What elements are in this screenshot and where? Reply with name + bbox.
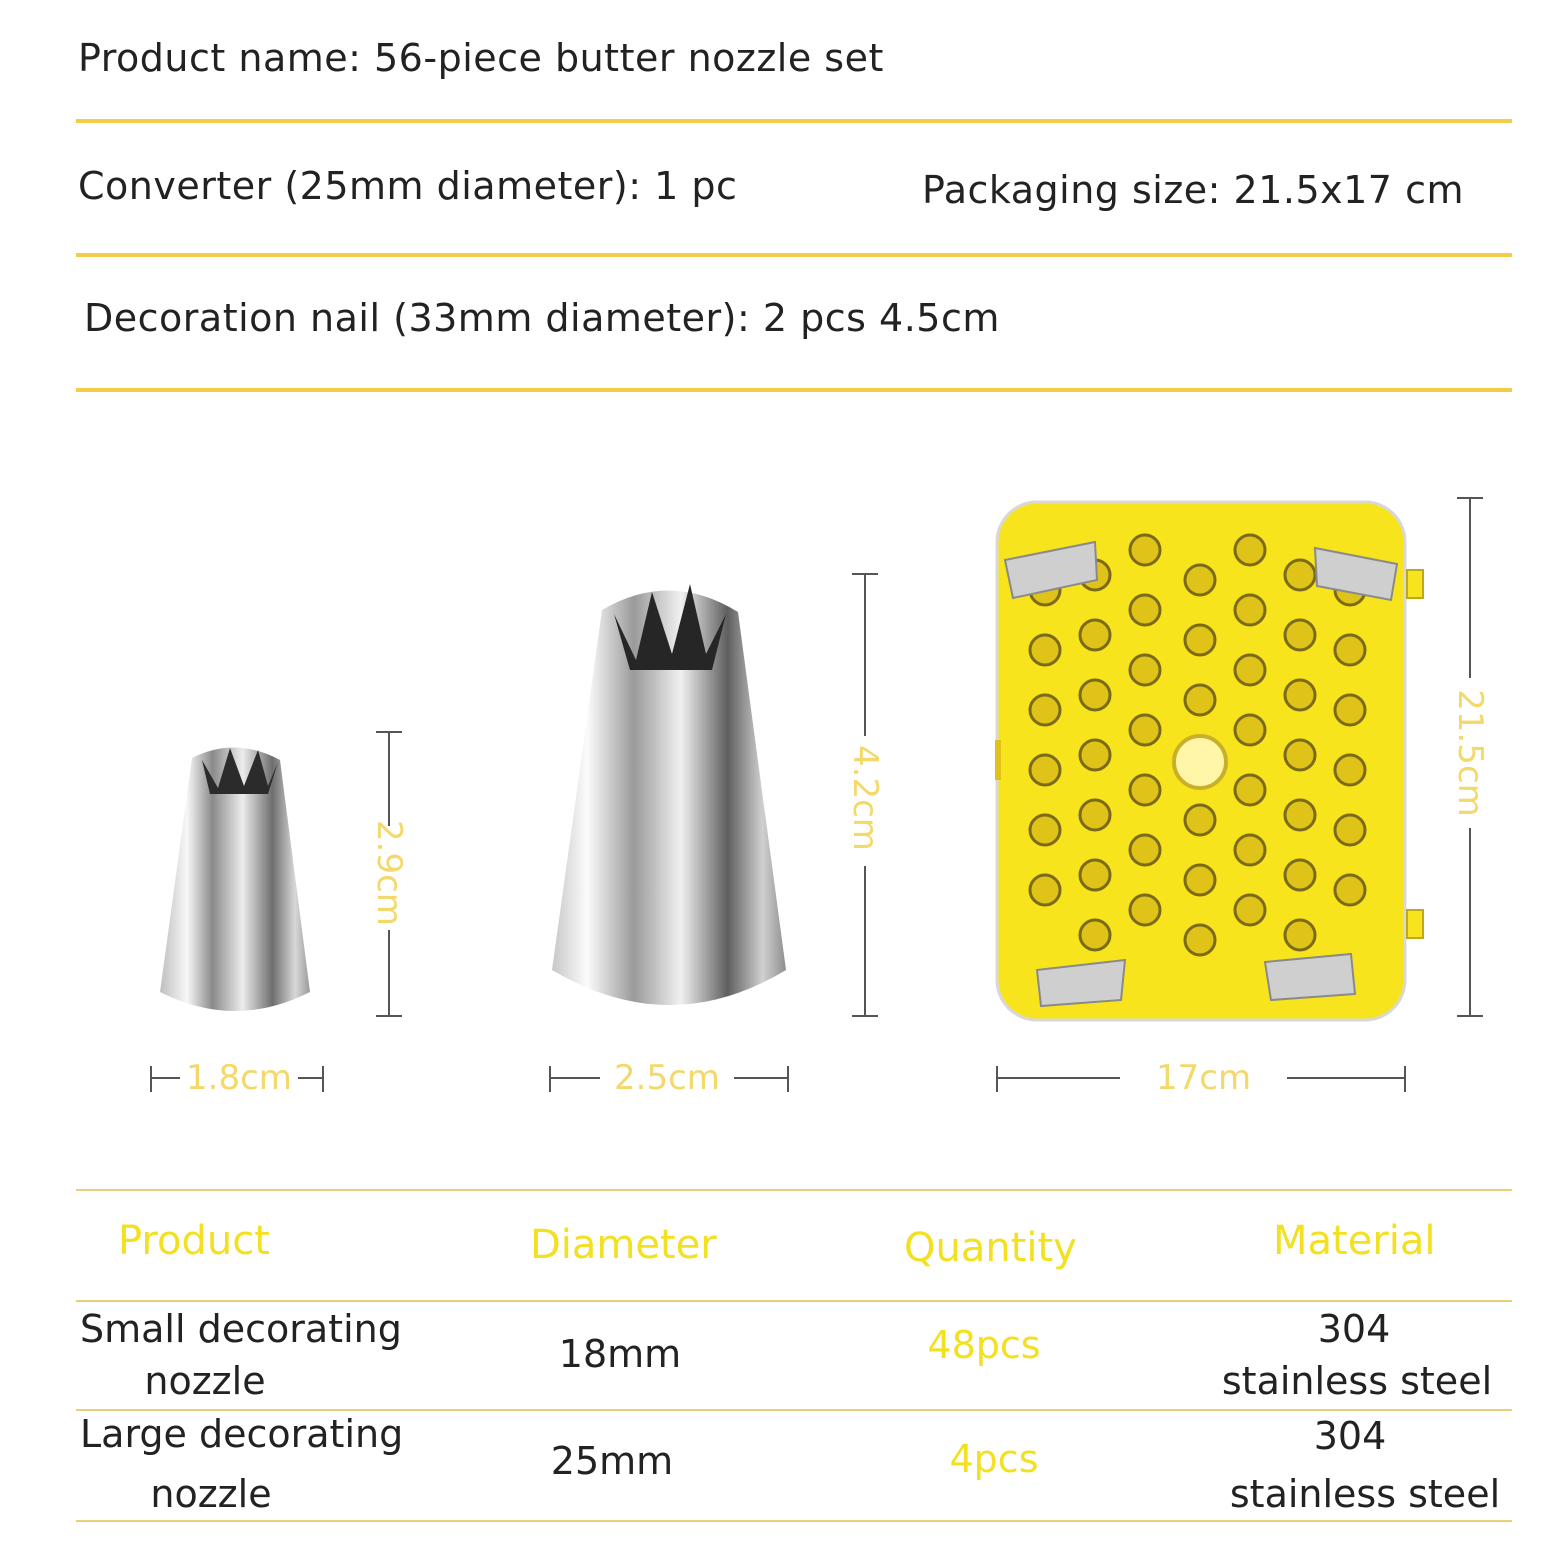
storage-box-image (995, 500, 1435, 1025)
row1-product-line1: Small decorating (80, 1307, 402, 1351)
dimension-tick (1457, 1015, 1483, 1017)
divider-rule (76, 388, 1512, 392)
converter-line: Converter (25mm diameter): 1 pc (78, 164, 738, 208)
large-width-label: 2.5cm (600, 1058, 734, 1098)
row2-diameter: 25mm (550, 1439, 674, 1483)
row2-quantity: 4pcs (949, 1437, 1039, 1481)
product-name-line: Product name: 56-piece butter nozzle set (78, 36, 884, 80)
header-material: Material (1273, 1218, 1436, 1264)
box-height-label: 21.5cm (1450, 689, 1490, 817)
large-nozzle-image (540, 570, 800, 1030)
row2-product-line2: nozzle (150, 1472, 272, 1516)
dimension-tick (996, 1066, 998, 1092)
header-product: Product (118, 1218, 270, 1264)
header-quantity: Quantity (904, 1225, 1077, 1271)
dimension-tick (376, 1015, 402, 1017)
small-width-label: 1.8cm (180, 1058, 298, 1098)
dimension-tick (1457, 497, 1483, 499)
row2-material-line2: stainless steel (1229, 1472, 1501, 1516)
row1-diameter: 18mm (558, 1332, 682, 1376)
row1-material-line2: stainless steel (1221, 1359, 1493, 1403)
dimension-tick (852, 1015, 878, 1017)
table-top-rule (76, 1189, 1512, 1191)
row2-product-line1: Large decorating (80, 1412, 404, 1456)
divider-rule (76, 119, 1512, 123)
dimension-tick (549, 1066, 551, 1092)
small-height-label: 2.9cm (369, 820, 409, 926)
dimension-tick (150, 1066, 152, 1092)
row1-quantity: 48pcs (927, 1323, 1041, 1367)
box-width-label: 17cm (1120, 1058, 1287, 1098)
header-diameter: Diameter (530, 1222, 717, 1268)
large-height-label: 4.2cm (845, 745, 885, 851)
divider-rule (76, 253, 1512, 257)
table-bottom-rule (76, 1520, 1512, 1522)
dimension-tick (787, 1066, 789, 1092)
small-nozzle-image (140, 730, 340, 1030)
row1-product-line2: nozzle (144, 1359, 266, 1403)
packaging-size-line: Packaging size: 21.5x17 cm (922, 168, 1464, 212)
dimension-tick (852, 573, 878, 575)
row2-material-line1: 304 (1313, 1414, 1387, 1458)
row1-material-line1: 304 (1317, 1307, 1391, 1351)
dimension-tick (1404, 1066, 1406, 1092)
dimension-tick (322, 1066, 324, 1092)
decoration-nail-line: Decoration nail (33mm diameter): 2 pcs 4.5cm (84, 296, 1000, 340)
dimension-tick (376, 731, 402, 733)
